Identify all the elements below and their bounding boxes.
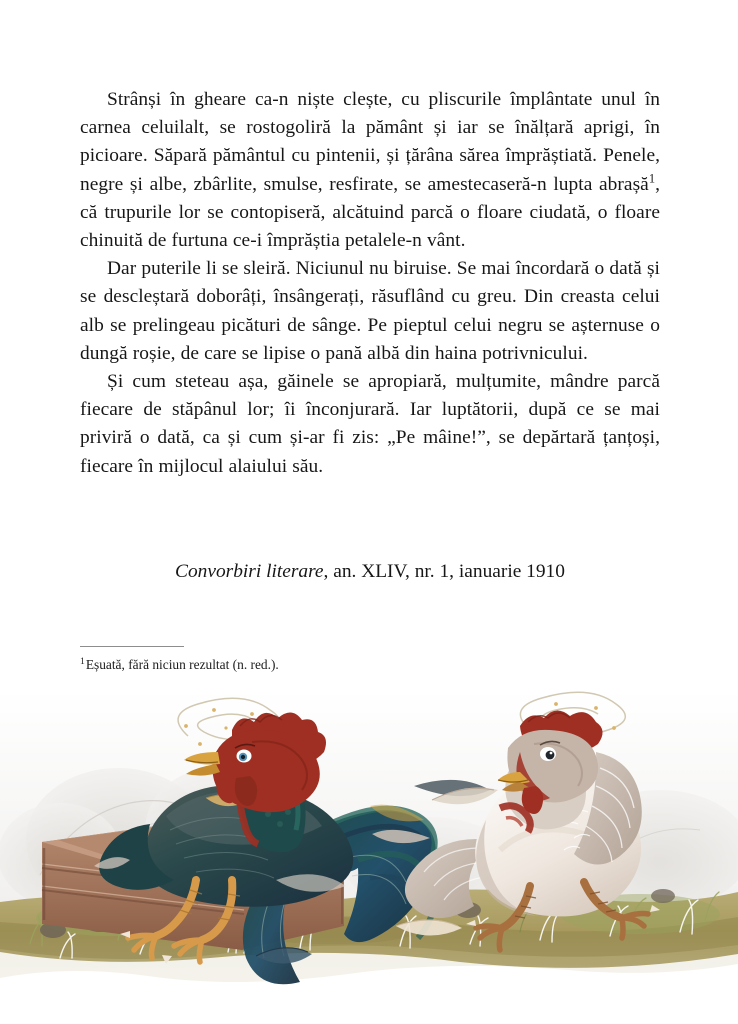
paragraph-3: Și cum steteau așa, găinele se apropiară, mulțumite, mândre parcă fiecare de stăpânul lor; îi înconjurară. Iar luptătorii, după ce se mai priviră o dată, ca și cum și-ar fi zis: „Pe mâine!”, se depărtară țanțoși, fiecare în mijlocul alaiului său. <box>80 371 660 477</box>
paragraph-1-head: Strânși în gheare ca-n niște clește, cu pliscurile împlântate unul în carnea celuilalt, se rostogoliră la pământ și iar se înălțară aprigi, în picioare. Săpară pământul cu pintenii, și țărâna sărea împrăștiată. Penele, negre și albe, zbârlite, smulse, resfirate, se amestecaseră-n lupta abrașă <box>80 89 660 195</box>
footnote-body: Eșuată, fără niciun rezultat (n. red.). <box>85 657 279 672</box>
footnote-1 <box>80 656 660 674</box>
footnote-area <box>80 646 660 674</box>
illustration-svg <box>0 690 738 990</box>
source-details: , an. XLIV, nr. 1, ianuarie 1910 <box>323 561 565 582</box>
body-text-block <box>80 86 660 481</box>
paragraph-2: Dar puterile li se sleiră. Niciunul nu biruise. Se mai încordară o dată și se descleștară doborâți, însângerați, răsuflând cu greu. Din creasta celui alb se prelingeau picături de sânge. Pe pieptul celui negru se așternuse o dungă roșie, de care se lipise o pană albă din haina potrivnicului. <box>80 258 660 364</box>
paragraph-1 <box>80 86 660 255</box>
chapter-illustration <box>0 690 738 990</box>
source-title: Convorbiri literare <box>175 561 324 582</box>
source-attribution <box>80 558 660 586</box>
footnote-separator-rule <box>80 646 184 647</box>
footnote-number: 1 <box>80 655 85 667</box>
paragraph-1-tail: , că trupurile lor se contopiseră, alcătuind parcă o floare ciudată, o floare chinuită de furtuna ce-i împrăștia petalele-n vânt. <box>80 173 660 252</box>
footnote-reference-1: 1 <box>648 171 656 186</box>
